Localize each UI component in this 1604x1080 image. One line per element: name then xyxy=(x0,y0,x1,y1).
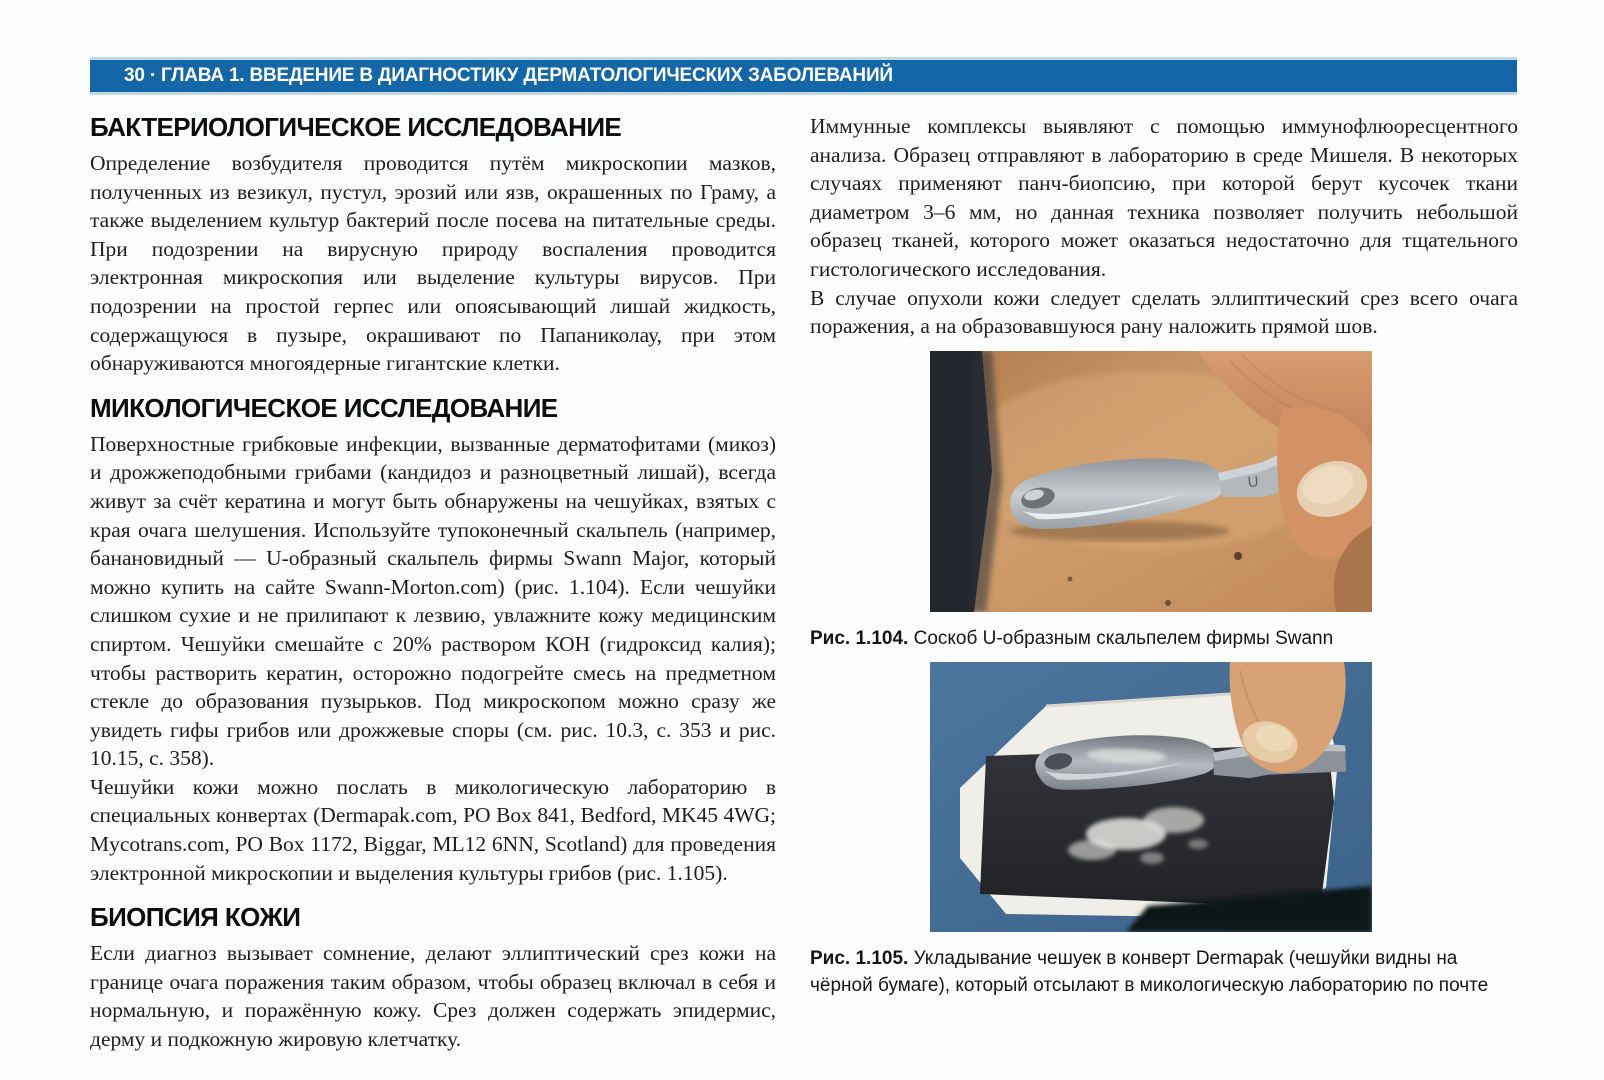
left-column xyxy=(90,112,776,1054)
paragraph-mycological-2: Чешуйки кожи можно послать в микологическую лабораторию в специальных конвертах (Dermapak.com, PO Box 841, Bedford, MK45 4WG; Mycotrans.com, PO Box 1172, Biggar, ML12 6NN, Scotland) для проведения электронной микроскопии и выделения культуры грибов (рис. 1.105). xyxy=(90,774,776,885)
section-heading-mycological: МИКОЛОГИЧЕСКОЕ ИССЛЕДОВАНИЕ xyxy=(90,392,558,423)
paragraph-skin-biopsy: Если диагноз вызывает сомнение, делают эллиптический срез кожи на границе очага поражения таким образом, чтобы образец включал в себя и нормальную, и поражённую кожу. Срез должен содержать эпидермис, дерму и подкожную жировую клетчатку. xyxy=(90,941,776,1052)
figure-1-105-caption-text: Укладывание чешуек в конверт Dermapak (чешуйки видны на чёрной бумаге), который отсылают в микологическую лабораторию по почте xyxy=(810,947,1489,996)
figure-1-105-caption xyxy=(810,945,1518,999)
section-heading-bacteriological: БАКТЕРИОЛОГИЧЕСКОЕ ИССЛЕДОВАНИЕ xyxy=(90,112,622,142)
figure-1-104-caption-text: Соскоб U-образным скальпелем фирмы Swann xyxy=(913,627,1334,649)
figure-1-104-photo xyxy=(930,351,1372,612)
figure-1-104-caption xyxy=(810,625,1518,652)
paragraph-mycological-1: Поверхностные грибковые инфекции, вызванные дерматофитами (микоз) и дрожжеподобными грибами (кандидоз и разноцветный лишай), всегда живут за счёт кератина и могут быть обнаружены на чешуйках, взятых с края очага шелушения. Используйте тупоконечный скальпель (например, банановидный — U-образный скальпель фирмы Swann Major, который можно купить на сайте Swann-Morton.com) (рис. 1.104). Если чешуйки слишком сухие и не прилипают к лезвию, увлажните кожу медицинским спиртом. Чешуйки смешайте с 20% раствором КОН (гидроксид калия); чтобы растворить кератин, осторожно подогрейте смесь на предметном стекле до образования пузырьков. Под микроскопом можно сразу же увидеть гифы грибов или дрожжевые споры (см. рис. 10.3, с. 353 и рис. 10.15, с. 358). xyxy=(90,431,776,771)
figure-1-105 xyxy=(810,662,1518,999)
chapter-header-text: 30 · ГЛАВА 1. ВВЕДЕНИЕ В ДИАГНОСТИКУ ДЕРМАТОЛОГИЧЕСКИХ ЗАБОЛЕВАНИЙ xyxy=(124,65,893,86)
envelope-scales-photo xyxy=(930,662,1372,932)
chapter-header-bar xyxy=(90,57,1517,95)
section-mycological xyxy=(90,393,776,888)
figure-1-105-label: Рис. 1.105. xyxy=(810,947,909,969)
section-skin-biopsy xyxy=(90,902,776,1053)
figure-1-104-label: Рис. 1.104. xyxy=(810,627,909,649)
figure-1-105-photo xyxy=(930,662,1372,932)
paragraph-skin-tumor: В случае опухоли кожи следует сделать эллиптический срез всего очага поражения, а на образовавшуюся рану наложить прямой шов. xyxy=(810,285,1518,339)
scalpel-on-arm-photo xyxy=(930,351,1372,612)
section-heading-skin-biopsy: БИОПСИЯ КОЖИ xyxy=(90,902,301,933)
section-bacteriological xyxy=(90,112,776,378)
right-column xyxy=(810,112,1518,999)
paragraph-bacteriological: Определение возбудителя проводится путём микроскопии мазков, полученных из везикул, пустул, эрозий или язв, окрашенных по Граму, а также выделением культур бактерий после посева на питательные среды. При подозрении на вирусную природу воспаления проводится электронная микроскопия или выделение культуры вирусов. При подозрении на простой герпес или опоясывающий лишай жидкость, содержащуюся в пузыре, окрашивают по Папаниколау, при этом обнаруживаются многоядерные гигантские клетки. xyxy=(90,151,776,376)
svg-text:U: U xyxy=(1247,473,1260,491)
figure-1-104 xyxy=(810,351,1518,652)
paragraph-immune-complexes: Иммунные комплексы выявляют с помощью иммунофлюоресцентного анализа. Образец отправляют в лабораторию в среде Мишеля. В некоторых случаях применяют панч-биопсию, при которой берут кусочек ткани диаметром 3–6 мм, но данная техника позволяет получить небольшой образец тканей, которого может оказаться недостаточно для тщательного гистологического исследования. xyxy=(810,114,1518,281)
